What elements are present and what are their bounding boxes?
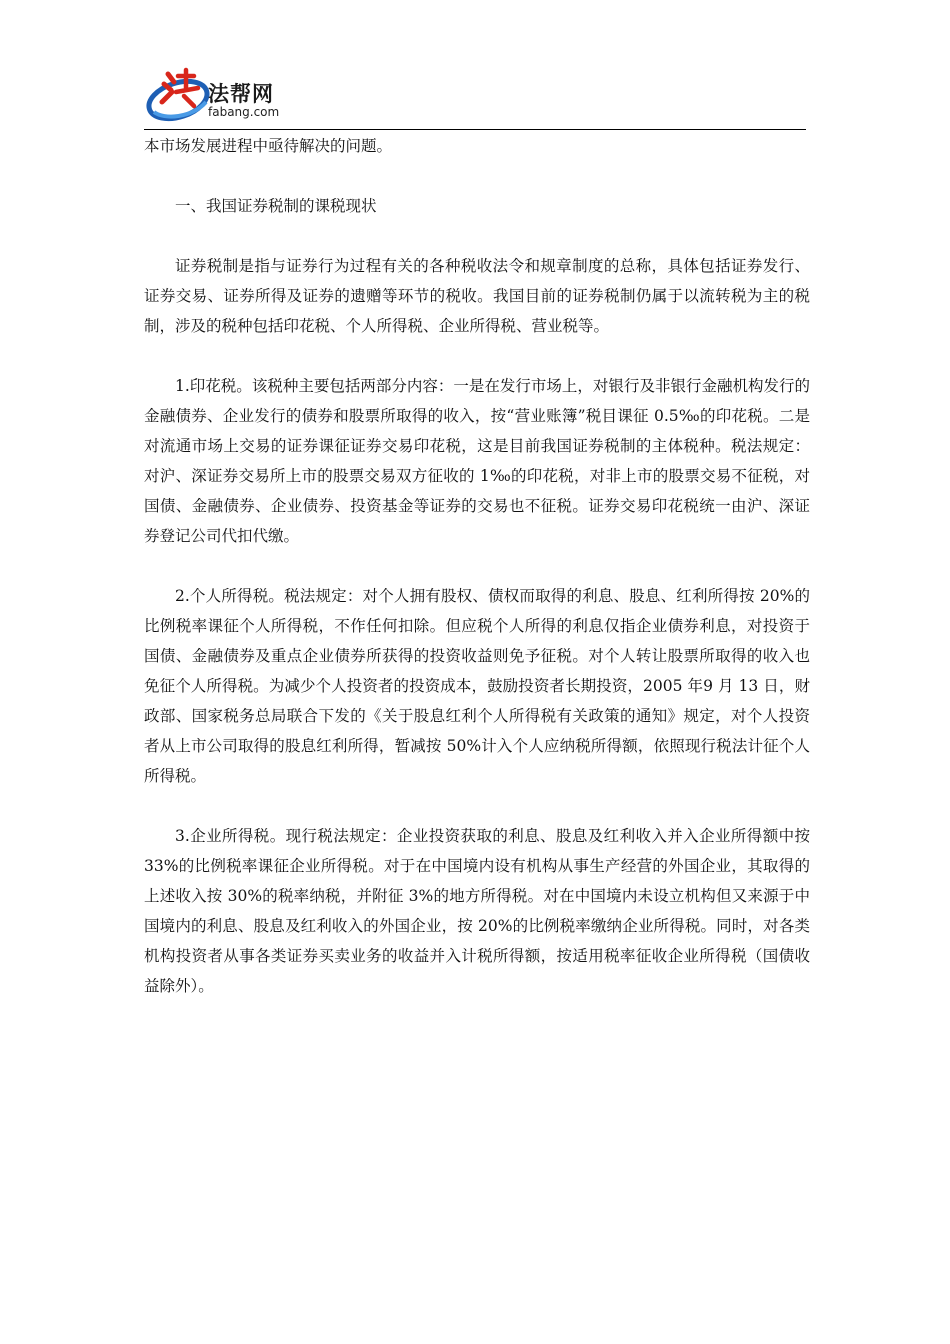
paragraph-definition: 证券税制是指与证券行为过程有关的各种税收法令和规章制度的总称，具体包括证券发行、证券交易、证券所得及证券的遗赠等环节的税收。我国目前的证券税制仍属于以流转税为主的税制，涉及的税种包括印花税、个人所得税、企业所得税、营业税等。 (144, 257, 810, 335)
fabang-logo[interactable] (144, 62, 314, 128)
paragraph-corporate-income-tax: 3.企业所得税。现行税法规定：企业投资获取的利息、股息及红利收入并入企业所得额中按 33%的比例税率课征企业所得税。对于在中国境内设有机构从事生产经营的外国企业，其取得的上述收入按 30%的税率纳税，并附征 3%的地方所得税。对在中国境内未设立机构但又来源于中国境内的利息、股息及红利收入的外国企业，按 20%的比例税率缴纳企业所得税。同时，对各类机构投资者从事各类证券买卖业务的收益并入计税所得额，按适用税率征收企业所得税（国债收益除外）。 (144, 827, 810, 995)
logo-text-en: fabang.com (208, 105, 280, 119)
paragraph-gap (144, 221, 810, 251)
site-header (144, 62, 806, 130)
header-divider (144, 129, 806, 130)
paragraph-gap (144, 161, 810, 191)
paragraph-gap (144, 341, 810, 371)
section-heading: 一、我国证券税制的课税现状 (175, 197, 377, 215)
article-body (144, 131, 810, 1001)
paragraph-gap (144, 551, 810, 581)
logo-text-cn: 法帮网 (208, 82, 274, 106)
paragraph-stamp-tax: 1.印花税。该税种主要包括两部分内容：一是在发行市场上，对银行及非银行金融机构发行的金融债券、企业发行的债券和股票所取得的收入，按“营业账簿”税目课征 0.5‰的印花税。二是对流通市场上交易的证券课征证券交易印花税，这是目前我国证券税制的主体税种。税法规定：对沪、深证券交易所上市的股票交易双方征收的 1‰的印花税，对非上市的股票交易不征税，对国债、金融债券、企业债券、投资基金等证券的交易也不征税。证券交易印花税统一由沪、深证券登记公司代扣代缴。 (144, 377, 810, 545)
paragraph-personal-income-tax: 2.个人所得税。税法规定：对个人拥有股权、债权而取得的利息、股息、红利所得按 20%的比例税率课征个人所得税，不作任何扣除。但应税个人所得的利息仅指企业债券利息，对投资于国债、金融债券及重点企业债券所获得的投资收益则免予征税。对个人转让股票所取得的收入也免征个人所得税。为减少个人投资者的投资成本，鼓励投资者长期投资，2005 年9 月 13 日，财政部、国家税务总局联合下发的《关于股息红利个人所得税有关政策的通知》规定，对个人投资者从上市公司取得的股息红利所得，暂减按 50%计入个人应纳税所得额，依照现行税法计征个人所得税。 (144, 587, 810, 785)
paragraph-continuation: 本市场发展进程中亟待解决的问题。 (144, 137, 393, 155)
paragraph-gap (144, 791, 810, 821)
logo-emblem-icon (144, 62, 214, 128)
